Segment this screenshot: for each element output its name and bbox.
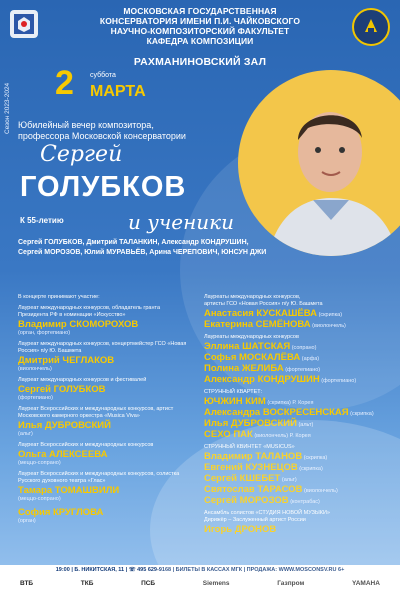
sponsor-logo: ВТБ (20, 580, 34, 587)
participant (204, 473, 392, 484)
participant-role: (скрипка) (350, 411, 374, 417)
participant (204, 352, 392, 363)
participant-caption: Лауреат Всероссийских и международных конкурсов, артист Московского камерного оркестра «Musica Viva» (18, 406, 174, 419)
participant-name: Сергей КШЕБЕТ (204, 473, 281, 484)
participant-name: Софья МОСКАЛЁВА (204, 352, 301, 363)
participant-role: (меццо-сопрано) (18, 496, 61, 502)
participant-caption: Лауреат международных конкурсов, концертмейстер ГСО «Новая Россия» п/у Ю. Башмета (18, 341, 187, 354)
participant (204, 484, 392, 495)
participant-role: (контрабас) (290, 499, 320, 505)
participant-name: Илья ДУБРОВСКИЙ (18, 420, 111, 431)
participant-role: (орган) (18, 518, 36, 524)
participant-role: (виолончель) (18, 366, 52, 372)
participant-role: (сопрано) (291, 345, 317, 351)
event-subtitle (18, 120, 228, 142)
participant-role: (фортепиано) (285, 367, 321, 373)
ensemble-line-1: Ансамбль солистов «СТУДИЯ НОВОЙ МУЗЫКИ» (204, 510, 330, 516)
header-line-2: КОНСЕРВАТОРИЯ ИМЕНИ П.И. ЧАЙКОВСКОГО (99, 16, 301, 26)
participant-name: Сергей ГОЛУБКОВ (18, 384, 106, 395)
performers-line-1: Сергей ГОЛУБКОВ, Дмитрий ТАЛАНКИН, Александр КОНДРУШИН, (18, 239, 249, 246)
participant-name: София КРУГЛОВА (18, 507, 104, 518)
participant-name: Илья ДУБРОВСКИЙ (204, 418, 297, 429)
header-line-4: КАФЕДРА КОМПОЗИЦИИ (146, 36, 254, 46)
participant-name: Александр КОНДРУШИН (204, 374, 320, 385)
participant (18, 341, 190, 373)
participant-role: (альт) (281, 477, 297, 483)
anniversary-label: К 55-летию (20, 216, 64, 225)
sponsor-logo: Газпром (277, 580, 305, 587)
institution-header (70, 6, 330, 46)
participant (204, 308, 392, 319)
participant-name: Тамара ТОМАШВИЛИ (18, 485, 120, 496)
composer-first-name: Сергей (40, 142, 123, 167)
sponsor-logo: ТКБ (80, 580, 94, 587)
participant-role: (альт) (298, 422, 314, 428)
conductor-name: Игорь ДРОНОВ (204, 524, 277, 535)
sponsor-logo: Siemens (202, 580, 230, 587)
participant (18, 406, 190, 438)
date-weekday: суббота (90, 72, 116, 79)
ensemble-line-2: Дирижёр – Заслуженный артист России (204, 517, 306, 523)
performers-list (18, 238, 388, 258)
right-intro-3: Лауреаты международных конкурсов (204, 334, 299, 340)
participant-role: (меццо-сопрано) (18, 460, 61, 466)
participant-role: (альт) (18, 431, 33, 437)
participant-name: Полина ЖЕЛИБА (204, 363, 284, 374)
participant-role: (виолончель) (304, 488, 338, 494)
participant-name: СЕХО ПАК (204, 429, 253, 440)
season-label: Сезон 2023-2024 (4, 82, 11, 134)
participant-name: Ольга АЛЕКСЕЕВА (18, 449, 108, 460)
header-line-1: МОСКОВСКАЯ ГОСУДАРСТВЕННАЯ (123, 6, 277, 16)
participant-name: Дмитрий ЧЕГЛАКОВ (18, 355, 115, 366)
participant-name: Екатерина СЕМЁНОВА (204, 319, 311, 330)
participant-role: (скрипка) (299, 466, 323, 472)
participant (204, 429, 392, 440)
participant-name: Владимир ТАЛАНОВ (204, 451, 303, 462)
students-label: и ученики (128, 210, 234, 234)
participant (204, 374, 392, 385)
quartet-label: СТРУННЫЙ КВАРТЕТ: (204, 389, 263, 395)
right-intro-2: артисты ГСО «Новая Россия» п/у Ю. Башмета (204, 301, 323, 307)
participant (204, 319, 392, 330)
right-intro-1: Лауреаты международных конкурсов, (204, 294, 301, 300)
participant-name: Эллина ШАТСКАЯ (204, 341, 291, 352)
event-subtitle-line-2: профессора Московской консерватории (18, 131, 186, 141)
participant-caption: Лауреат Всероссийских и международных конкурсов (18, 442, 154, 448)
participant (204, 363, 392, 374)
participant-role: (скрипка) (303, 455, 328, 461)
participants-right-column (204, 294, 392, 535)
participant-name: Сергей МОРОЗОВ (204, 495, 289, 506)
footer-info: 19:00 | Б. НИКИТСКАЯ, 11 | ☏ 495 629-9168 | БИЛЕТЫ В КАССАХ МГК | ПРОДАЖА: WWW.MOSCONSV.RU 6+ (55, 567, 345, 573)
participant-name: Евгений КУЗНЕЦОВ (204, 462, 298, 473)
participant-name: ЮЧЖИН КИМ (204, 396, 266, 407)
composer-portrait (238, 70, 400, 256)
participant (18, 377, 190, 402)
event-subtitle-line-1: Юбилейный вечер композитора, (18, 120, 154, 130)
participants-left-column (18, 294, 190, 529)
participant (204, 407, 392, 418)
participant-name: Анастасия КУСКАШЁВА (204, 308, 318, 319)
participant-role: (виолончель) Р. Корея (254, 433, 311, 439)
participant (18, 305, 190, 337)
participant-role: (скрипка) Р. Корея (267, 400, 314, 406)
quintet-label: СТРУННЫЙ КВИНТЕТ «MUSICUS» (204, 444, 295, 450)
participant (18, 442, 190, 467)
date-day: 2 (55, 64, 74, 102)
sponsor-logo: ПСБ (141, 580, 156, 587)
participant-role: (арфа) (301, 356, 320, 362)
participant-name: Александра ВОСКРЕСЕНСКАЯ (204, 407, 349, 418)
participant-name: Владимир СКОМОРОХОВ (18, 319, 139, 330)
conservatory-emblem-icon (352, 8, 390, 46)
participant (204, 418, 392, 429)
composer-surname: ГОЛУБКОВ (20, 171, 187, 203)
header-line-3: НАУЧНО-КОМПОЗИТОРСКИЙ ФАКУЛЬТЕТ (110, 26, 290, 36)
participants-intro: В концерте принимают участие: (18, 294, 100, 300)
participant (18, 471, 190, 503)
hall-name: РАХМАНИНОВСКИЙ ЗАЛ (133, 56, 267, 68)
participant (204, 451, 392, 462)
participant-caption: Лауреат международных конкурсов и фестивалей (18, 377, 147, 383)
participant-role: (скрипка) (318, 312, 343, 318)
participant-caption: Лауреат Всероссийских и международных конкурсов, солистка Русского духовного театра «Глас» (18, 471, 180, 484)
participant (204, 462, 392, 473)
participant-role: (фортепиано) (321, 378, 357, 384)
participant-role: (орган, фортепиано) (18, 330, 71, 336)
participant-name: Святослав ТАРАСОВ (204, 484, 303, 495)
sponsor-logo: YAMAHA (352, 580, 380, 587)
performers-line-2: Сергей МОРОЗОВ, Юлий МУРАВЬЁВ, Арина ЧЕРЕПОВИЧ, ЮНСУН ДЖИ (18, 249, 267, 256)
participant (18, 507, 190, 525)
participant (204, 396, 392, 407)
participant-role: (фортепиано) (18, 395, 53, 401)
participant-caption: Лауреат международных конкурсов, обладатель гранта Президента РФ в номинации «Искусство» (18, 305, 161, 318)
date-month: МАРТА (90, 83, 146, 100)
participant-role: (виолончель) (312, 323, 346, 329)
participant (204, 341, 392, 352)
sponsor-logos (20, 580, 380, 587)
ministry-emblem-icon (10, 10, 38, 38)
participant (204, 495, 392, 506)
